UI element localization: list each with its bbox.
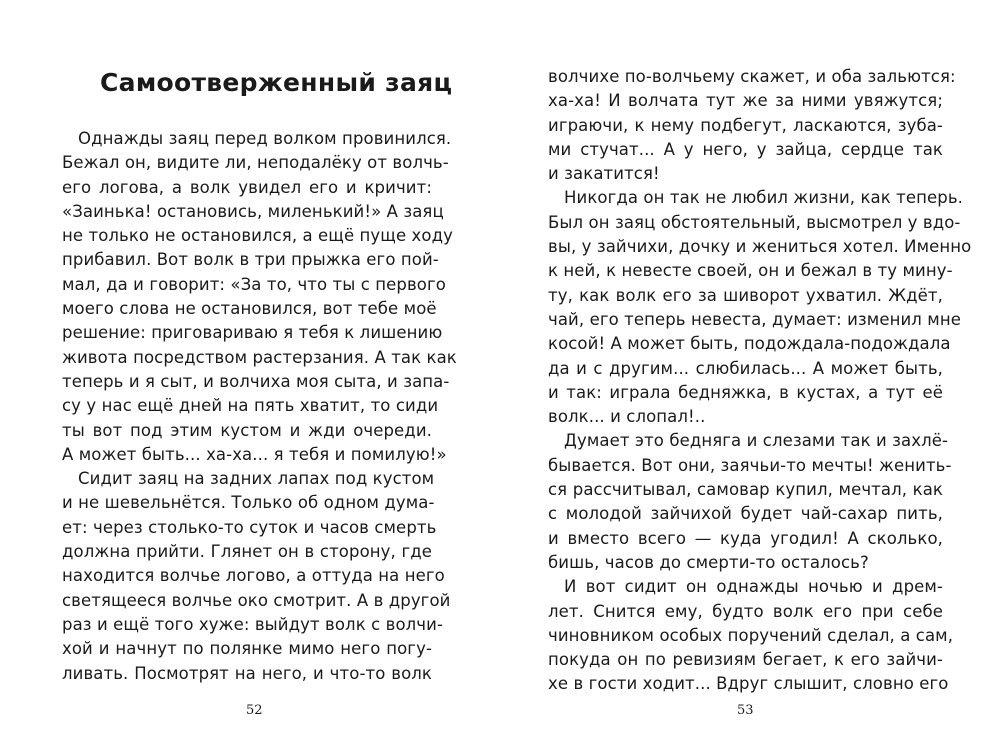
text-line: Был он заяц обстоятельный, высмотрел у вдо- xyxy=(548,212,961,232)
text-line: должна прийти. Глянет он в сторону, где xyxy=(62,542,432,562)
text-line: находится волчье логово, а оттуда на него xyxy=(62,566,445,586)
right-page xyxy=(500,0,1001,751)
text-line: и не шевельнётся. Только об одном дума- xyxy=(62,493,435,513)
page-number: 52 xyxy=(246,703,263,718)
text-line: ся рассчитывал, самовар купил, мечтал, как xyxy=(548,480,943,500)
text-line: покуда он по ревизиям бегает, к его зайчи- xyxy=(548,650,943,670)
text-line: А может быть... ха-ха... я тебя и помилую!» xyxy=(62,444,447,464)
text-line: косой! А может быть, подождала-подождала xyxy=(548,334,951,354)
right-page-text xyxy=(548,65,972,697)
text-line: ту, как волк его за шиворот ухватил. Ждёт, xyxy=(548,285,943,305)
text-line: волк... и слопал!.. xyxy=(548,407,706,427)
text-line: чиновником особых поручений сделал, а сам, xyxy=(548,625,954,645)
text-line: Думает это бедняга и слезами так и захлё- xyxy=(564,431,949,451)
text-line: хе в гости ходит... Вдруг слышит, словно его xyxy=(548,674,949,694)
page-number: 53 xyxy=(737,703,754,718)
text-line: не только не остановился, а ещё пуще ходу xyxy=(62,226,453,246)
text-line: и закатится! xyxy=(548,164,660,184)
text-line: раз и ещё того хуже: выйдут волк с волчи- xyxy=(62,614,444,634)
text-line: светящееся волчье око смотрит. А в другой xyxy=(62,590,451,610)
text-line: ми стучат... А у него, у зайца, сердце так xyxy=(548,139,943,159)
text-line: мал, да и говорит: «За то, что ты с первого xyxy=(62,274,446,294)
text-line: вы, у зайчихи, дочку и жениться хотел. Именно xyxy=(548,237,972,257)
text-line: да и с другим... слюбилась... А может быть, xyxy=(548,358,943,378)
text-line: ты вот под этим кустом и жди очереди. xyxy=(62,420,432,440)
left-page xyxy=(0,0,500,751)
text-line: бишь, часов до смерти-то осталось? xyxy=(548,552,869,572)
text-line: ет: через столько-то суток и часов смерть xyxy=(62,517,437,537)
text-line: теперь и я сыт, и волчиха моя сыта, и запа- xyxy=(62,371,450,391)
text-line: прибавил. Вот волк в три прыжка его пой- xyxy=(62,250,439,270)
text-line: с молодой зайчихой будет чай-сахар пить, xyxy=(548,504,943,524)
text-line: хой и начнут по полянке мимо него погу- xyxy=(62,639,432,659)
story-title: Самоотверженный заяц xyxy=(100,68,453,97)
left-page-text xyxy=(62,127,457,686)
text-line: живота посредством растерзания. А так как xyxy=(62,347,457,367)
text-line: су у нас ещё дней на пять хватит, то сиди xyxy=(62,396,439,416)
text-line: лет. Снится ему, будто волк его при себе xyxy=(548,601,943,621)
text-line: ливать. Посмотрят на него, и что-то волк xyxy=(62,663,432,683)
text-line: чай, его теперь невеста, думает: изменил мне xyxy=(548,309,961,329)
text-line: «Заинька! остановись, миленький!» А заяц xyxy=(62,201,444,221)
text-line: Никогда он так не любил жизни, как теперь. xyxy=(564,188,963,208)
text-line: к ней, к невесте своей, он и бежал в ту мину- xyxy=(548,261,953,281)
text-line: и вместо всего — куда угодил! А сколько, xyxy=(548,528,943,548)
text-line: волчихе по-волчьему скажет, и оба зальются: xyxy=(548,67,956,86)
text-line: ха-ха! И волчата тут же за ними увяжутся; xyxy=(548,91,943,111)
text-line: бывается. Вот они, заячьи-то мечты! женить- xyxy=(548,455,952,475)
text-line: Однажды заяц перед волком провинился. xyxy=(78,129,452,148)
text-line: его логова, а волк увидел его и кричит: xyxy=(62,177,432,197)
text-line: Сидит заяц на задних лапах под кустом xyxy=(78,469,435,489)
text-line: И вот сидит он однажды ночью и дрем- xyxy=(564,577,943,597)
text-line: Бежал он, видите ли, неподалёку от волчь- xyxy=(62,153,449,173)
text-line: моего слова не остановился, вот тебе моё xyxy=(62,299,437,319)
text-line: и так: играла бедняжка, в кустах, а тут её xyxy=(548,382,943,402)
text-line: играючи, к нему подбегут, ласкаются, зуба- xyxy=(548,115,943,135)
text-line: решение: приговариваю я тебя к лишению xyxy=(62,323,443,343)
